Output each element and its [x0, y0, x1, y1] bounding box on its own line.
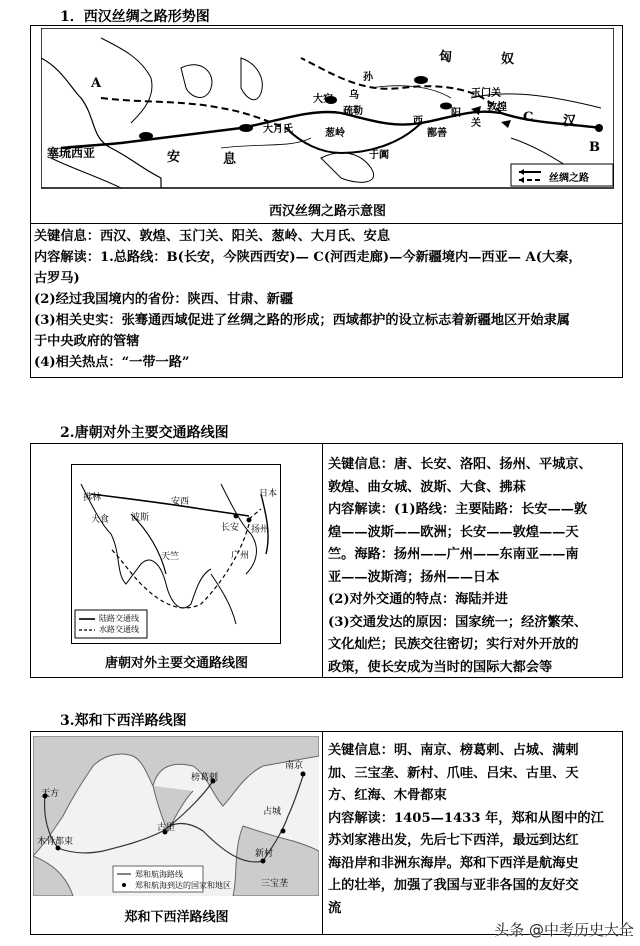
map2-label-riben: 日本	[259, 489, 278, 499]
s1-line-0: 关键信息：西汉、敦煌、玉门关、阳关、葱岭、大月氏、安息	[34, 229, 391, 244]
section1-map-caption: 西汉丝绸之路示意图	[268, 204, 386, 219]
map1-label-yangguan-2: 关	[471, 118, 481, 129]
map2-label-yangzhou: 扬州	[251, 525, 270, 535]
map2-legend-sea: 水路交通线	[99, 625, 139, 634]
s3-line-2: 方、红海、木骨都束	[328, 788, 447, 803]
map1-label-wu: 乌	[349, 90, 359, 101]
map1-label-congling: 葱岭	[325, 128, 345, 139]
map3-label-guli: 古里	[157, 823, 176, 833]
map1-label-yumenguan: 玉门关	[471, 88, 501, 99]
s2-line-8: 文化灿烂；民族交往密切；实行对外开放的	[328, 637, 579, 652]
tang-routes-map	[71, 464, 281, 644]
map3-label-jiucun: 新村	[255, 849, 274, 859]
map3-legend-places: 郑和航海到达的国家和地区	[135, 881, 231, 890]
map3-label-mugudushu: 木骨都束	[37, 837, 74, 847]
map1-label-xiongnu-2: 奴	[501, 52, 515, 67]
map2-label-dashi: 大食	[91, 515, 110, 525]
s1-line-6: (4)相关热点：“一带一路”	[34, 355, 190, 370]
map1-label-anxi-2: 息	[223, 152, 237, 167]
s3-line-1: 加、三宝垄、新村、爪哇、吕宋、古里、天	[328, 765, 579, 781]
map1-label-B: B	[589, 140, 600, 155]
map1-label-dunhuang: 敦煌	[487, 102, 507, 113]
s1-line-1: 内容解读：1.总路线：B(长安，今陕西西安)— C(河西走廊)—今新疆境内—西亚— A(大秦，	[34, 250, 582, 265]
zhenghe-map	[33, 736, 319, 896]
map3-label-chengsheng: 占城	[263, 807, 282, 817]
map1-label-seleucia: 塞琉西亚	[47, 146, 96, 160]
s3-line-7: 流	[328, 900, 342, 916]
map2-label-fulin: 拂林	[83, 493, 102, 503]
section2-text	[328, 454, 620, 679]
section1-text	[34, 226, 620, 373]
map1-label-yutian: 于阗	[369, 150, 389, 161]
s3-line-3: 内容解读：1405—1433 年，郑和从图中的江	[328, 810, 604, 826]
map3-label-malacca: 榜葛剌	[191, 773, 219, 783]
map1-label-sun: 孙	[363, 72, 373, 83]
s2-line-5: 亚——波斯湾；扬州——日本	[328, 569, 500, 585]
map1-label-dayueshi: 大月氏	[263, 124, 293, 135]
section3-map-caption: 郑和下西洋路线图	[124, 910, 229, 925]
section1-divider	[31, 223, 622, 224]
section3-box	[30, 731, 623, 935]
section2-title: 2.唐朝对外主要交通路线图	[60, 425, 229, 441]
watermark: 头条 @中考历史大全	[494, 921, 634, 939]
s1-line-5: 于中央政府的管辖	[34, 334, 140, 349]
map1-label-A: A	[91, 76, 102, 91]
map2-label-anxi: 安西	[171, 497, 190, 507]
s3-line-4: 苏刘家港出发，先后七下西洋，最远到达红	[328, 833, 579, 848]
map1-label-xi: 西	[413, 116, 423, 127]
map1-label-shule: 疏勒	[343, 106, 363, 117]
s2-line-6: (2)对外交通的特点：海陆并进	[328, 592, 508, 607]
s2-line-2: 内容解读：(1)路线：主要陆路：长安——敦	[328, 502, 588, 517]
map1-label-han: 汉	[563, 114, 577, 129]
map2-label-bosi: 波斯	[131, 513, 150, 523]
s2-line-9: 政策，使长安成为当时的国际大都会等	[328, 659, 553, 675]
map1-label-xiongnu-1: 匈	[439, 50, 453, 65]
map2-legend-land: 陆路交通线	[99, 614, 139, 623]
s3-line-5: 海沿岸和非洲东海岸。郑和下西洋是航海史	[328, 855, 579, 871]
s1-line-2: 古罗马)	[34, 271, 80, 286]
section3-title: 3.郑和下西洋路线图	[60, 713, 187, 729]
map1-label-yangguan-1: 阳	[451, 108, 461, 119]
map1-label-anxi-1: 安	[167, 150, 181, 165]
section3-vdivider	[322, 732, 323, 934]
s2-line-4: 竺。海路：扬州——广州——东南亚——南	[328, 547, 579, 562]
section1-title: 1．西汉丝绸之路形势图	[60, 9, 210, 25]
silk-road-map	[41, 28, 614, 220]
s3-line-6: 上的壮举，加强了我国与亚非各国的友好交	[328, 878, 579, 893]
map3-label-nanjing: 南京	[285, 761, 304, 771]
section2-vdivider	[322, 444, 323, 677]
s3-line-0: 关键信息：明、南京、榜葛剌、占城、满剌	[328, 743, 579, 758]
map2-label-guangzhou: 广州	[231, 551, 250, 561]
section2-map-caption: 唐朝对外主要交通路线图	[104, 656, 248, 671]
section3-text	[328, 740, 620, 920]
s1-line-4: (3)相关史实：张骞通西域促进了丝绸之路的形成；西域都护的设立标志着新疆地区开始隶属	[34, 313, 570, 328]
section1-box	[30, 25, 623, 378]
s2-line-3: 煌——波斯——欧洲；长安——敦煌——天	[328, 524, 579, 540]
map2-label-tianzhu: 天竺	[161, 552, 180, 562]
s2-line-1: 敦煌、曲女城、波斯、大食、拂菻	[328, 479, 526, 495]
map2-label-chang-an: 长安	[221, 523, 240, 533]
section2-box	[30, 443, 623, 678]
map1-label-dawan: 大宛	[313, 94, 333, 105]
s2-line-0: 关键信息：唐、长安、洛阳、扬州、平城京、	[328, 457, 592, 472]
map3-label-sanbaolong: 三宝垄	[261, 879, 289, 889]
map3-legend-route: 郑和航海路线	[135, 870, 183, 879]
s2-line-7: (3)交通发达的原因：国家统一；经济繁荣、	[328, 614, 588, 630]
s1-line-3: (2)经过我国境内的省份：陕西、甘肃、新疆	[34, 292, 294, 307]
map1-legend-label: 丝绸之路	[549, 173, 589, 184]
map1-label-C: C	[523, 110, 534, 125]
map1-label-shanshan: 鄯善	[427, 128, 447, 139]
map3-label-tianfang: 天方	[41, 789, 60, 799]
